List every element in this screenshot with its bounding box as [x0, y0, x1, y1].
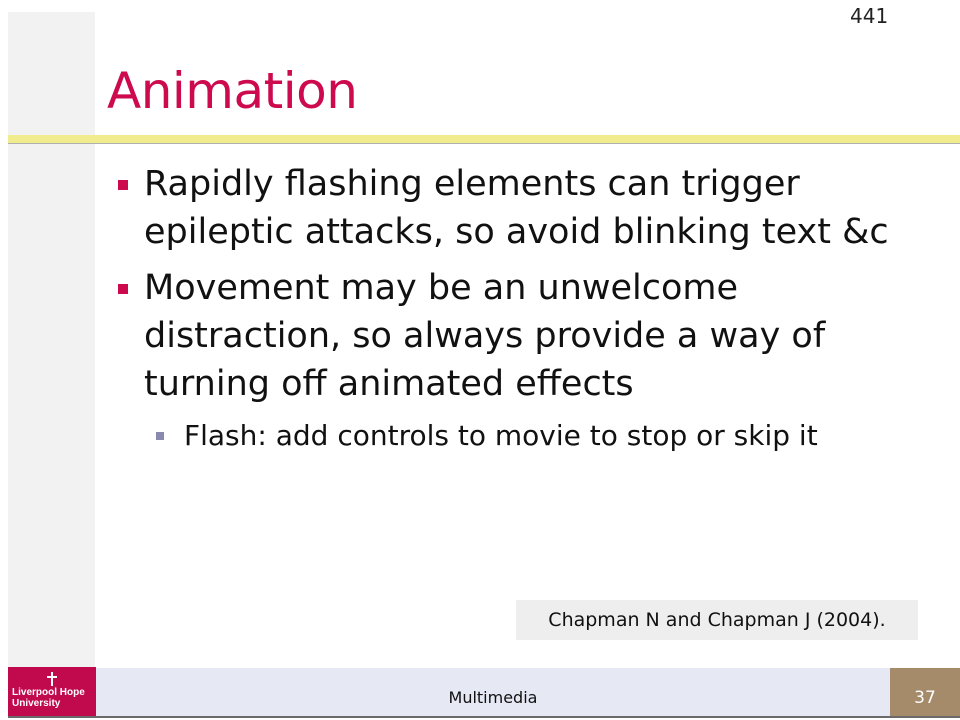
- page-number: 441: [850, 4, 889, 28]
- logo-text: [12, 687, 85, 709]
- square-bullet-icon: [118, 180, 128, 190]
- cross-emblem-icon: [46, 672, 58, 686]
- logo-text-line2: University: [12, 698, 61, 709]
- sub-bullet-item: [104, 416, 904, 456]
- citation-box: Chapman N and Chapman J (2004).: [516, 600, 918, 640]
- university-logo: [8, 667, 96, 717]
- footer-label: Multimedia: [448, 688, 538, 707]
- title-underline: [8, 135, 960, 143]
- bottom-border: [8, 716, 960, 718]
- bullet-text: Rapidly flashing elements can trigger epileptic attacks, so avoid blinking text &c: [144, 164, 889, 252]
- slide-number: 37: [914, 688, 936, 708]
- bullet-item: [104, 264, 904, 408]
- left-sidebar: [8, 12, 95, 667]
- bullet-list: [104, 160, 904, 456]
- sub-bullet-text: Flash: add controls to movie to stop or skip it: [184, 419, 818, 452]
- bullet-item: [104, 160, 904, 256]
- square-sub-bullet-icon: [156, 432, 164, 440]
- logo-text-line1: Liverpool Hope: [12, 687, 85, 698]
- bullet-text: Movement may be an unwelcome distraction, so always provide a way of turning off animated effects: [144, 268, 826, 404]
- square-bullet-icon: [118, 284, 128, 294]
- title-divider-line: [8, 143, 960, 144]
- slide-title: Animation: [107, 62, 358, 120]
